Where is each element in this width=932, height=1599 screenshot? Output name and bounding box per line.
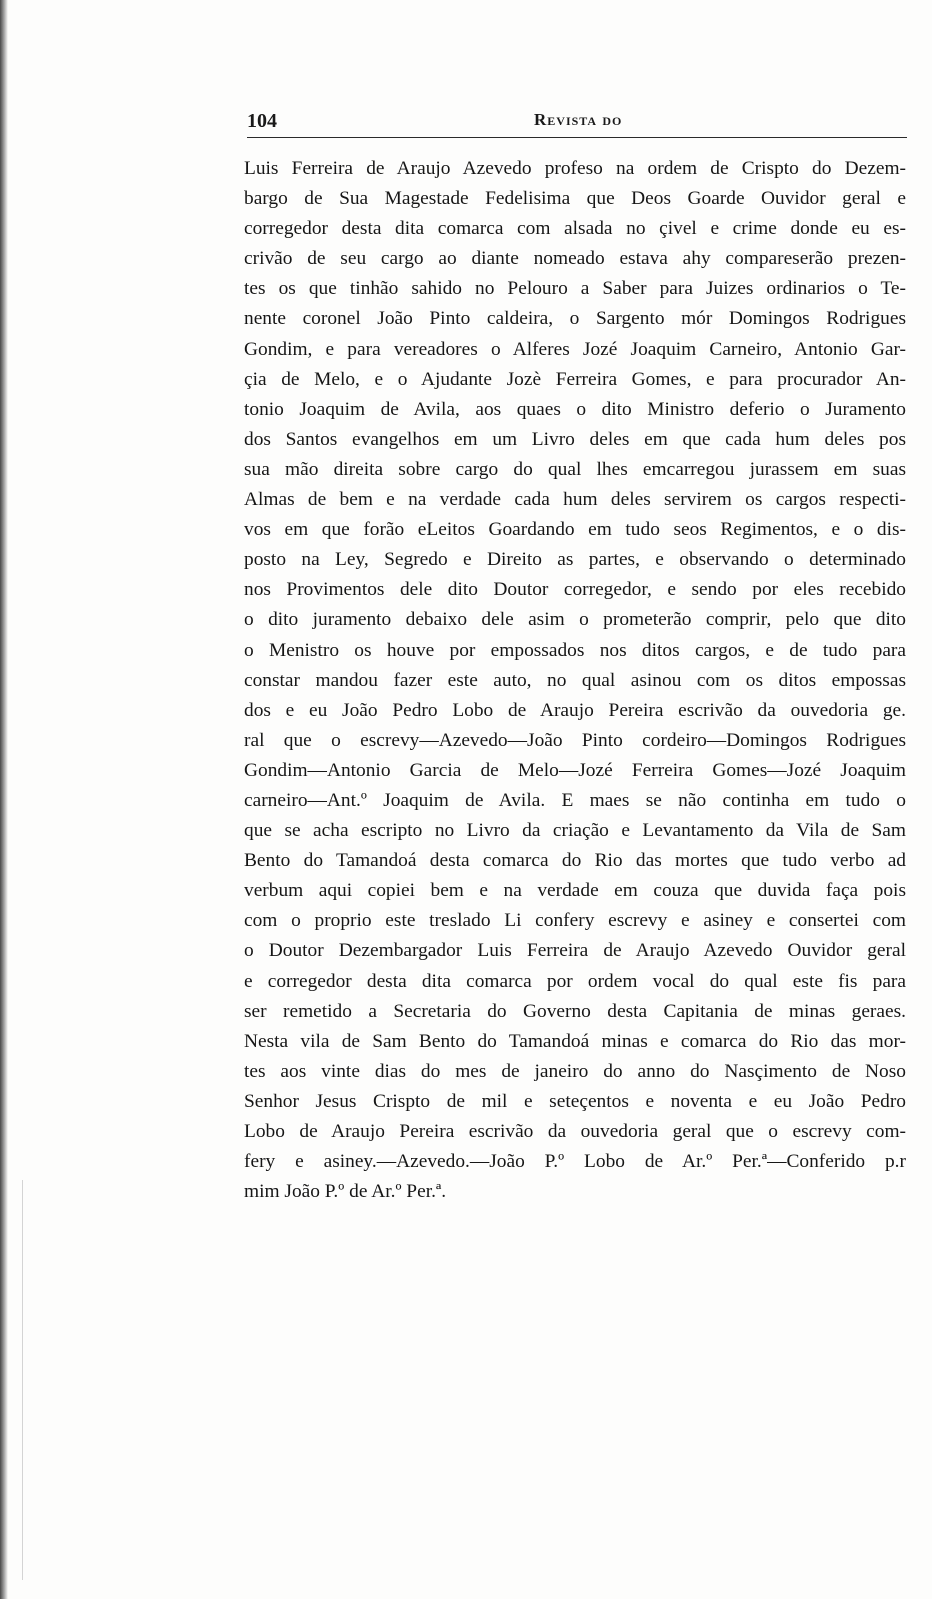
text-line: com o proprio este treslado Li confery escrevy e asiney e consertei com (244, 910, 906, 932)
text-line: verbum aqui copiei bem e na verdade em couza que duvida faça pois (244, 880, 906, 902)
text-line: bargo de Sua Magestade Fedelisima que Deos Goarde Ouvidor geral e (244, 188, 906, 210)
text-line: dos e eu João Pedro Lobo de Araujo Pereira escrivão da ouvedoria ge. (244, 699, 906, 721)
text-line: posto na Ley, Segredo e Direito as partes, e observando o determinado (244, 549, 906, 571)
text-line: e corregedor desta dita comarca por ordem vocal do qual este fis para (244, 970, 906, 992)
text-line: Nesta vila de Sam Bento do Tamandoá minas e comarca do Rio das mor- (244, 1030, 906, 1052)
text-line: o Menistro os houve por empossados nos ditos cargos, e de tudo para (244, 639, 906, 661)
text-line: tes aos vinte dias do mes de janeiro do anno do Nasçimento de Noso (244, 1060, 906, 1082)
text-line: Gondim—Antonio Garcia de Melo—Jozé Ferreira Gomes—Jozé Joaquim (244, 759, 906, 781)
text-line: nente coronel João Pinto caldeira, o Sargento mór Domingos Rodrigues (244, 308, 906, 330)
text-line: que se acha escripto no Livro da criação e Levantamento da Vila de Sam (244, 820, 906, 842)
text-line: crivão de seu cargo ao diante nomeado estava ahy compareserão prezen- (244, 248, 906, 270)
page-header (247, 110, 907, 140)
text-line: Gondim, e para vereadores o Alferes Jozé Joaquim Carneiro, Antonio Gar- (244, 338, 906, 360)
text-line: fery e asiney.—Azevedo.—João P.º Lobo de Ar.º Per.ª—Conferido p.r (244, 1151, 906, 1173)
text-line: o Doutor Dezembargador Luis Ferreira de Araujo Azevedo Ouvidor geral (244, 940, 906, 962)
text-line: o dito juramento debaixo dele asim o prometerão comprir, pelo que dito (244, 609, 906, 631)
text-line: corregedor desta dita comarca com alsada no çivel e crime donde eu es- (244, 218, 906, 240)
page-binding-edge (0, 0, 8, 1599)
text-line: ser remetido a Secretaria do Governo desta Capitania de minas geraes. (244, 1000, 906, 1022)
binding-crease (22, 1180, 23, 1580)
text-line: dos Santos evangelhos em um Livro deles em que cada hum deles pos (244, 428, 906, 450)
text-line: tonio Joaquim de Avila, aos quaes o dito Ministro deferio o Juramento (244, 398, 906, 420)
text-line: sua mão direita sobre cargo do qual lhes emcarregou jurassem em suas (244, 458, 906, 480)
text-line: Lobo de Araujo Pereira escrivão da ouvedoria geral que o escrevy com- (244, 1121, 906, 1142)
header-rule (247, 137, 907, 138)
text-line: tes os que tinhão sahido no Pelouro a Saber para Juizes ordinarios o Te- (244, 278, 906, 300)
text-line: mim João P.º de Ar.º Per.ª. (244, 1181, 447, 1203)
text-line: vos em que forão eLeitos Goardando em tudo seos Regimentos, e o dis- (244, 519, 906, 541)
body-text (244, 154, 906, 1207)
text-line: çia de Melo, e o Ajudante Jozè Ferreira Gomes, e para procurador An- (244, 368, 906, 390)
running-head: Revista do (534, 110, 623, 129)
text-line: ral que o escrevy—Azevedo—João Pinto cordeiro—Domingos Rodrigues (244, 729, 906, 751)
text-line: Almas de bem e na verdade cada hum deles servirem os cargos respecti- (244, 489, 906, 511)
text-line: nos Provimentos dele dito Doutor corregedor, e sendo por eles recebido (244, 579, 906, 601)
text-line: Senhor Jesus Crispto de mil e seteçentos e noventa e eu João Pedro (244, 1090, 906, 1112)
text-line: Bento do Tamandoá desta comarca do Rio das mortes que tudo verbo ad (244, 850, 906, 872)
text-line: constar mandou fazer este auto, no qual asinou com os ditos empossas (244, 669, 906, 691)
text-line: Luis Ferreira de Araujo Azevedo profeso na ordem de Crispto do Dezem- (244, 158, 906, 179)
text-line: carneiro—Ant.º Joaquim de Avila. E maes se não continha em tudo o (244, 789, 906, 811)
page-number: 104 (247, 110, 277, 132)
